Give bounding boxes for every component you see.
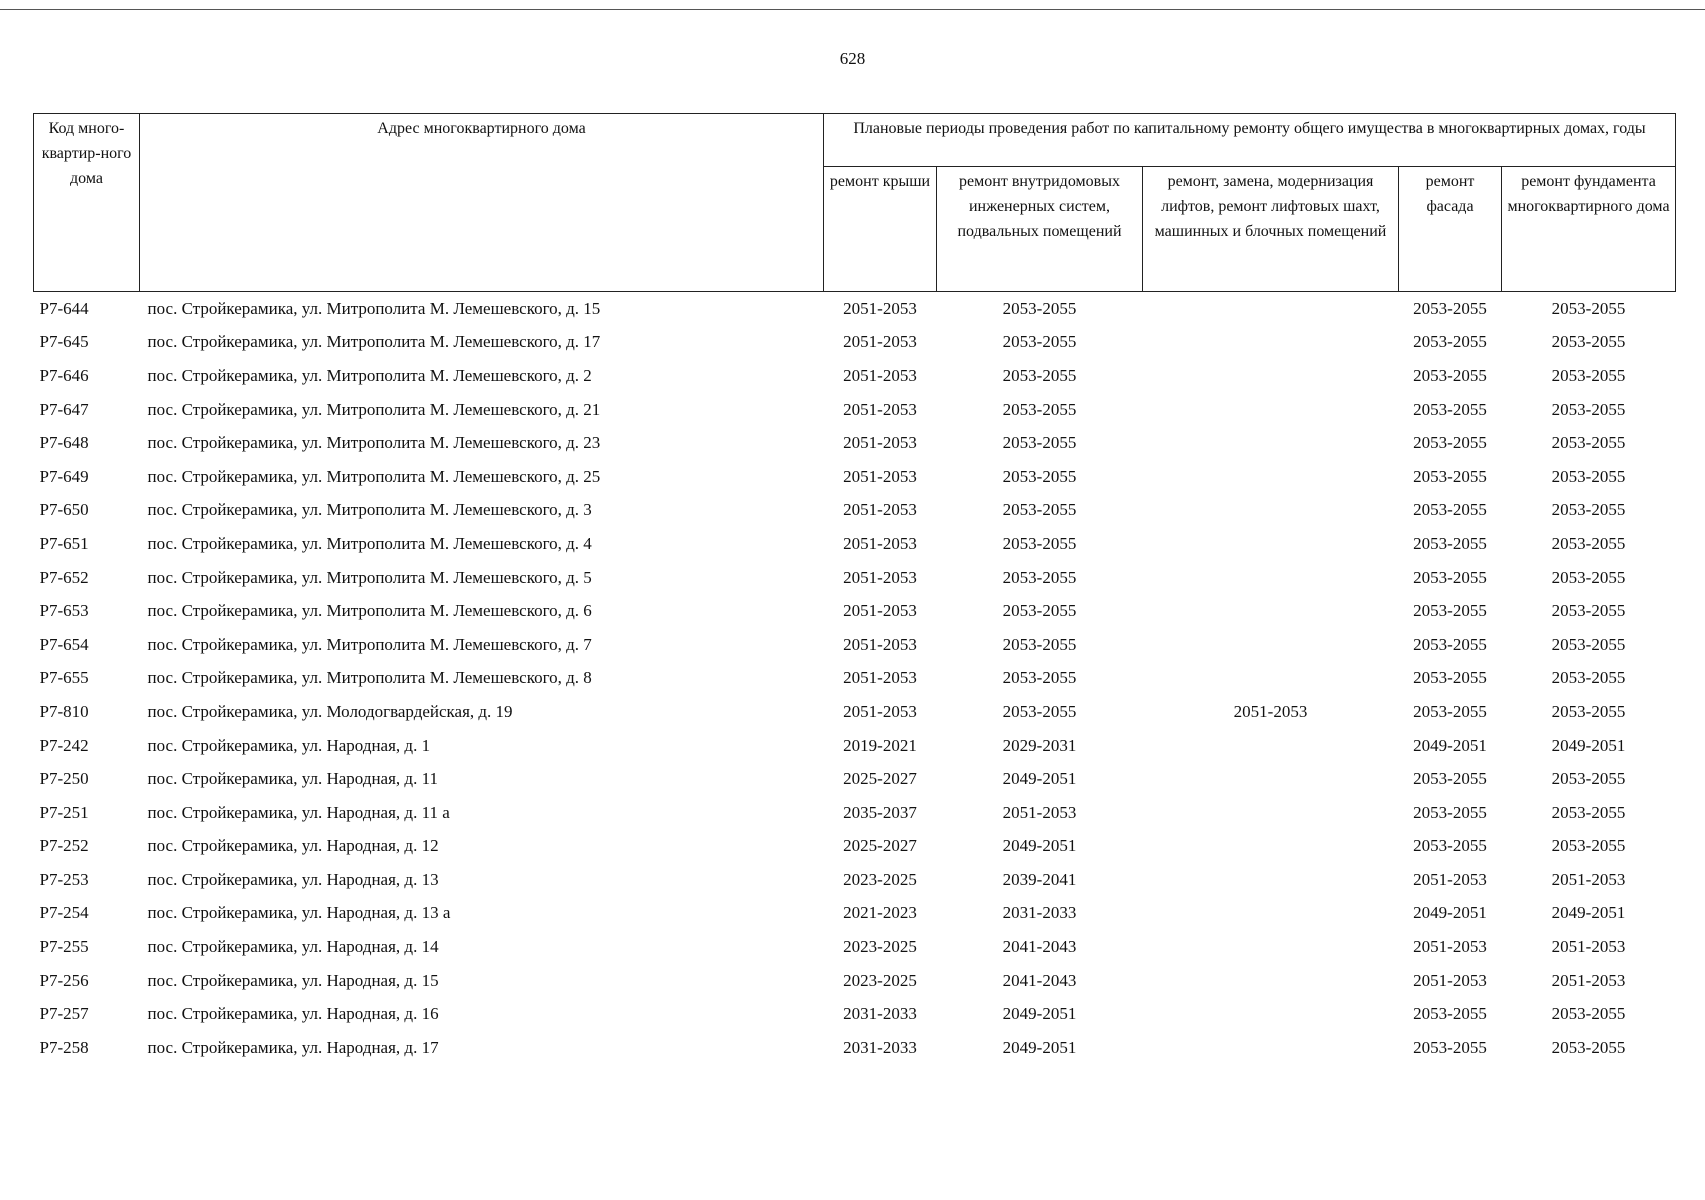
row-facade-period: 2053-2055 (1413, 332, 1487, 352)
table-row (34, 997, 1676, 1031)
row-facade-period: 2053-2055 (1413, 836, 1487, 856)
row-code: Р7-655 (39, 668, 89, 688)
row-roof-period: 2023-2025 (843, 970, 917, 990)
table-header (34, 114, 1676, 292)
row-lifts-period (1143, 796, 1399, 830)
row-address: пос. Стройкерамика, ул. Народная, д. 14 (147, 937, 439, 957)
row-code: Р7-653 (39, 601, 89, 621)
row-foundation-period: 2053-2055 (1551, 769, 1626, 789)
table-row (34, 863, 1676, 897)
row-foundation-period: 2049-2051 (1551, 903, 1626, 923)
row-code: Р7-654 (39, 634, 89, 654)
row-lifts-period (1143, 930, 1399, 964)
row-address: пос. Стройкерамика, ул. Народная, д. 12 (147, 836, 439, 856)
row-lifts-period (1143, 897, 1399, 931)
row-facade-period: 2053-2055 (1413, 701, 1487, 721)
header-facade: ремонт фасада (1399, 167, 1502, 292)
row-roof-period: 2051-2053 (843, 533, 917, 553)
row-roof-period: 2051-2053 (843, 601, 917, 621)
row-roof-period: 2025-2027 (843, 769, 917, 789)
row-systems-period: 2053-2055 (1002, 365, 1077, 385)
row-roof-period: 2019-2021 (843, 735, 917, 755)
page-number: 628 (839, 49, 866, 68)
row-lifts-period (1143, 863, 1399, 897)
row-systems-period: 2049-2051 (1002, 836, 1077, 856)
row-facade-period: 2053-2055 (1413, 298, 1487, 318)
row-facade-period: 2053-2055 (1413, 1004, 1487, 1024)
row-address: пос. Стройкерамика, ул. Молодогвардейская, д. 19 (147, 701, 513, 721)
row-foundation-period: 2053-2055 (1551, 836, 1626, 856)
row-address: пос. Стройкерамика, ул. Народная, д. 1 (147, 735, 431, 755)
row-code: Р7-651 (39, 533, 89, 553)
table-row (34, 695, 1676, 729)
row-foundation-period: 2053-2055 (1551, 668, 1626, 688)
row-systems-period: 2053-2055 (1002, 298, 1077, 318)
row-facade-period: 2053-2055 (1413, 802, 1487, 822)
row-facade-period: 2051-2053 (1413, 937, 1487, 957)
row-foundation-period: 2053-2055 (1551, 1004, 1626, 1024)
table-row (34, 426, 1676, 460)
row-systems-period: 2053-2055 (1002, 668, 1077, 688)
row-roof-period: 2023-2025 (843, 869, 917, 889)
row-foundation-period: 2053-2055 (1551, 802, 1626, 822)
row-roof-period: 2051-2053 (843, 298, 917, 318)
row-lifts-period (1143, 662, 1399, 696)
row-facade-period: 2053-2055 (1413, 1037, 1487, 1057)
row-foundation-period: 2049-2051 (1551, 735, 1626, 755)
row-code: Р7-645 (39, 332, 89, 352)
header-code: Код много-квартир-ного дома (34, 114, 140, 292)
table-row (34, 359, 1676, 393)
table-row (34, 964, 1676, 998)
row-facade-period: 2053-2055 (1413, 668, 1487, 688)
row-lifts-period (1143, 326, 1399, 360)
row-roof-period: 2051-2053 (843, 466, 917, 486)
row-address: пос. Стройкерамика, ул. Митрополита М. Лемешевского, д. 2 (147, 365, 592, 385)
row-foundation-period: 2053-2055 (1551, 500, 1626, 520)
row-lifts-period (1143, 527, 1399, 561)
row-foundation-period: 2053-2055 (1551, 298, 1626, 318)
row-roof-period: 2051-2053 (843, 500, 917, 520)
row-lifts-period (1143, 964, 1399, 998)
row-code: Р7-652 (39, 567, 89, 587)
row-roof-period: 2051-2053 (843, 567, 917, 587)
header-systems: ремонт внутридомовых инженерных систем, подвальных помещений (937, 167, 1143, 292)
table-row (34, 628, 1676, 662)
row-code: Р7-650 (39, 500, 89, 520)
row-lifts-period (1143, 594, 1399, 628)
row-facade-period: 2053-2055 (1413, 567, 1487, 587)
row-lifts-period (1143, 1031, 1399, 1065)
row-systems-period: 2049-2051 (1002, 769, 1077, 789)
row-roof-period: 2031-2033 (843, 1004, 917, 1024)
row-address: пос. Стройкерамика, ул. Народная, д. 11 (147, 769, 438, 789)
row-address: пос. Стройкерамика, ул. Митрополита М. Лемешевского, д. 15 (147, 298, 601, 318)
row-lifts-period (1143, 292, 1399, 326)
row-foundation-period: 2053-2055 (1551, 634, 1626, 654)
row-foundation-period: 2051-2053 (1551, 937, 1626, 957)
table-row (34, 494, 1676, 528)
row-systems-period: 2049-2051 (1002, 1004, 1077, 1024)
table-row (34, 1031, 1676, 1065)
row-facade-period: 2053-2055 (1413, 466, 1487, 486)
row-roof-period: 2025-2027 (843, 836, 917, 856)
row-address: пос. Стройкерамика, ул. Митрополита М. Лемешевского, д. 6 (147, 601, 592, 621)
row-systems-period: 2053-2055 (1002, 533, 1077, 553)
row-lifts-period (1143, 628, 1399, 662)
row-foundation-period: 2053-2055 (1551, 567, 1626, 587)
row-roof-period: 2051-2053 (843, 668, 917, 688)
table-row (34, 930, 1676, 964)
row-lifts-period (1143, 393, 1399, 427)
header-roof: ремонт крыши (824, 167, 937, 292)
row-code: Р7-253 (39, 869, 89, 889)
row-lifts-period (1143, 561, 1399, 595)
row-foundation-period: 2053-2055 (1551, 433, 1626, 453)
row-systems-period: 2053-2055 (1002, 399, 1077, 419)
row-address: пос. Стройкерамика, ул. Митрополита М. Лемешевского, д. 7 (147, 634, 592, 654)
table-row (34, 897, 1676, 931)
row-code: Р7-257 (39, 1004, 89, 1024)
row-address: пос. Стройкерамика, ул. Народная, д. 11 а (147, 802, 450, 822)
table-row (34, 561, 1676, 595)
header-periods: Плановые периоды проведения работ по капитальному ремонту общего имущества в многоквартирных домах, годы (824, 114, 1676, 167)
row-address: пос. Стройкерамика, ул. Митрополита М. Лемешевского, д. 5 (147, 567, 592, 587)
row-code: Р7-256 (39, 970, 89, 990)
row-lifts-period (1143, 359, 1399, 393)
row-roof-period: 2051-2053 (843, 433, 917, 453)
header-lifts: ремонт, замена, модернизация лифтов, ремонт лифтовых шахт, машинных и блочных помещений (1143, 167, 1399, 292)
row-address: пос. Стройкерамика, ул. Митрополита М. Лемешевского, д. 3 (147, 500, 592, 520)
table-row (34, 527, 1676, 561)
row-roof-period: 2051-2053 (843, 701, 917, 721)
row-code: Р7-647 (39, 399, 89, 419)
row-systems-period: 2029-2031 (1002, 735, 1077, 755)
row-facade-period: 2049-2051 (1413, 735, 1487, 755)
table-row (34, 830, 1676, 864)
row-lifts-period (1143, 997, 1399, 1031)
row-foundation-period: 2053-2055 (1551, 601, 1626, 621)
row-facade-period: 2053-2055 (1413, 399, 1487, 419)
row-systems-period: 2053-2055 (1002, 433, 1077, 453)
table-row (34, 460, 1676, 494)
table-row (34, 662, 1676, 696)
row-roof-period: 2051-2053 (843, 365, 917, 385)
row-code: Р7-251 (39, 802, 89, 822)
row-foundation-period: 2053-2055 (1551, 399, 1626, 419)
row-facade-period: 2053-2055 (1413, 433, 1487, 453)
row-systems-period: 2053-2055 (1002, 701, 1077, 721)
row-systems-period: 2051-2053 (1002, 802, 1077, 822)
row-address: пос. Стройкерамика, ул. Митрополита М. Лемешевского, д. 8 (147, 668, 592, 688)
table-body (34, 292, 1676, 1065)
row-address: пос. Стройкерамика, ул. Митрополита М. Лемешевского, д. 17 (147, 332, 601, 352)
row-roof-period: 2051-2053 (843, 634, 917, 654)
row-roof-period: 2051-2053 (843, 399, 917, 419)
row-roof-period: 2051-2053 (843, 332, 917, 352)
row-foundation-period: 2053-2055 (1551, 332, 1626, 352)
row-lifts-period (1143, 830, 1399, 864)
row-systems-period: 2053-2055 (1002, 567, 1077, 587)
row-lifts-period (1143, 426, 1399, 460)
row-facade-period: 2053-2055 (1413, 601, 1487, 621)
row-roof-period: 2031-2033 (843, 1037, 917, 1057)
row-address: пос. Стройкерамика, ул. Митрополита М. Лемешевского, д. 21 (147, 399, 601, 419)
row-foundation-period: 2051-2053 (1551, 970, 1626, 990)
row-systems-period: 2031-2033 (1002, 903, 1077, 923)
table-row (34, 326, 1676, 360)
table-row (34, 594, 1676, 628)
row-code: Р7-646 (39, 365, 89, 385)
row-lifts-period (1143, 494, 1399, 528)
row-facade-period: 2053-2055 (1413, 365, 1487, 385)
row-systems-period: 2049-2051 (1002, 1037, 1077, 1057)
row-code: Р7-258 (39, 1037, 89, 1057)
row-foundation-period: 2051-2053 (1551, 869, 1626, 889)
row-address: пос. Стройкерамика, ул. Народная, д. 16 (147, 1004, 439, 1024)
row-facade-period: 2051-2053 (1413, 869, 1487, 889)
row-facade-period: 2053-2055 (1413, 500, 1487, 520)
row-systems-period: 2053-2055 (1002, 634, 1077, 654)
row-code: Р7-250 (39, 769, 89, 789)
row-systems-period: 2053-2055 (1002, 332, 1077, 352)
row-address: пос. Стройкерамика, ул. Митрополита М. Лемешевского, д. 23 (147, 433, 601, 453)
row-address: пос. Стройкерамика, ул. Народная, д. 13 а (147, 903, 451, 923)
row-address: пос. Стройкерамика, ул. Народная, д. 13 (147, 869, 439, 889)
repair-schedule-table (33, 113, 1676, 1065)
row-address: пос. Стройкерамика, ул. Народная, д. 17 (147, 1037, 439, 1057)
table-row (34, 292, 1676, 326)
row-code: Р7-242 (39, 735, 89, 755)
row-systems-period: 2041-2043 (1002, 970, 1077, 990)
table-row (34, 393, 1676, 427)
row-facade-period: 2053-2055 (1413, 769, 1487, 789)
row-facade-period: 2053-2055 (1413, 533, 1487, 553)
row-foundation-period: 2053-2055 (1551, 466, 1626, 486)
header-foundation: ремонт фундамента многоквартирного дома (1502, 167, 1676, 292)
row-code: Р7-644 (39, 298, 89, 318)
row-code: Р7-252 (39, 836, 89, 856)
row-lifts-period (1143, 460, 1399, 494)
table-row (34, 762, 1676, 796)
row-foundation-period: 2053-2055 (1551, 365, 1626, 385)
row-code: Р7-649 (39, 466, 89, 486)
header-address: Адрес многоквартирного дома (140, 114, 824, 292)
row-facade-period: 2053-2055 (1413, 634, 1487, 654)
repair-schedule-table-frame (33, 113, 1676, 1065)
row-foundation-period: 2053-2055 (1551, 701, 1626, 721)
row-code: Р7-255 (39, 937, 89, 957)
row-systems-period: 2039-2041 (1002, 869, 1077, 889)
row-facade-period: 2051-2053 (1413, 970, 1487, 990)
row-address: пос. Стройкерамика, ул. Митрополита М. Лемешевского, д. 4 (147, 533, 592, 553)
row-lifts-period (1143, 762, 1399, 796)
row-code: Р7-810 (39, 701, 89, 721)
row-roof-period: 2021-2023 (843, 903, 917, 923)
top-rule (0, 9, 1705, 10)
table-row (34, 796, 1676, 830)
row-systems-period: 2053-2055 (1002, 466, 1077, 486)
row-systems-period: 2041-2043 (1002, 937, 1077, 957)
row-roof-period: 2035-2037 (843, 802, 917, 822)
row-lifts-period: 2051-2053 (1233, 701, 1308, 721)
row-code: Р7-648 (39, 433, 89, 453)
row-systems-period: 2053-2055 (1002, 500, 1077, 520)
row-address: пос. Стройкерамика, ул. Народная, д. 15 (147, 970, 439, 990)
row-systems-period: 2053-2055 (1002, 601, 1077, 621)
row-address: пос. Стройкерамика, ул. Митрополита М. Лемешевского, д. 25 (147, 466, 601, 486)
table-row (34, 729, 1676, 763)
row-foundation-period: 2053-2055 (1551, 533, 1626, 553)
row-foundation-period: 2053-2055 (1551, 1037, 1626, 1057)
row-lifts-period (1143, 729, 1399, 763)
row-code: Р7-254 (39, 903, 89, 923)
row-roof-period: 2023-2025 (843, 937, 917, 957)
row-facade-period: 2049-2051 (1413, 903, 1487, 923)
